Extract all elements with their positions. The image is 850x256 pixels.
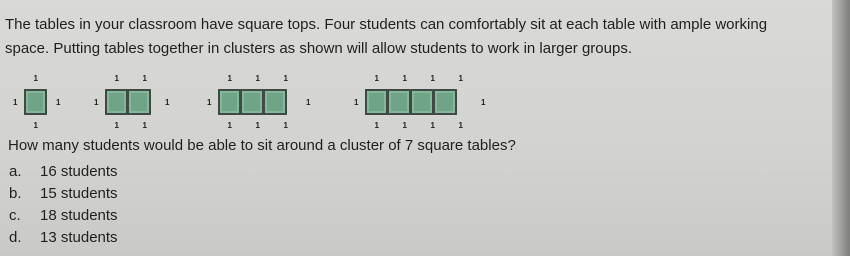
seat-label: 1: [56, 98, 61, 107]
table-clusters-figure: [0, 64, 540, 146]
table-cluster: [105, 89, 151, 115]
seat-label: 1: [114, 121, 119, 130]
option-d[interactable]: [9, 227, 118, 249]
prompt-question: How many students would be able to sit around a cluster of 7 square tables?: [8, 137, 516, 154]
question-line-2: space. Putting tables together in clusters as shown will allow students to work in larger groups.: [5, 40, 632, 57]
option-text: 18 students: [40, 207, 118, 224]
seat-label: 1: [142, 121, 147, 130]
option-a[interactable]: [9, 161, 118, 183]
seat-label: 1: [227, 74, 232, 83]
seat-label: 1: [430, 121, 435, 130]
square-table: [218, 89, 241, 115]
seat-label: 1: [207, 98, 212, 107]
square-table: [365, 89, 388, 115]
seat-label: 1: [227, 121, 232, 130]
table-cluster: [365, 89, 457, 115]
seat-label: 1: [114, 74, 119, 83]
seat-label: 1: [306, 98, 311, 107]
table-cluster: [24, 89, 47, 115]
seat-label: 1: [374, 121, 379, 130]
option-text: 16 students: [40, 163, 118, 180]
square-table: [24, 89, 47, 115]
option-text: 15 students: [40, 185, 118, 202]
seat-label: 1: [458, 74, 463, 83]
seat-label: 1: [481, 98, 486, 107]
page-edge: [832, 0, 850, 256]
option-letter: c.: [9, 207, 21, 224]
seat-label: 1: [165, 98, 170, 107]
seat-label: 1: [374, 74, 379, 83]
option-letter: a.: [9, 163, 22, 180]
seat-label: 1: [255, 74, 260, 83]
answer-options: [9, 161, 118, 249]
option-letter: d.: [9, 229, 22, 246]
square-table: [264, 89, 287, 115]
square-table: [241, 89, 264, 115]
square-table: [388, 89, 411, 115]
seat-label: 1: [33, 74, 38, 83]
square-table: [128, 89, 151, 115]
square-table: [411, 89, 434, 115]
option-letter: b.: [9, 185, 22, 202]
seat-label: 1: [283, 74, 288, 83]
question-text: [5, 13, 825, 61]
square-table: [434, 89, 457, 115]
table-cluster: [218, 89, 287, 115]
question-line-1: The tables in your classroom have square tops. Four students can comfortably sit at each table with ample working: [5, 16, 768, 33]
seat-label: 1: [402, 121, 407, 130]
seat-label: 1: [402, 74, 407, 83]
seat-label: 1: [33, 121, 38, 130]
seat-label: 1: [13, 98, 18, 107]
option-c[interactable]: [9, 205, 118, 227]
option-text: 13 students: [40, 229, 118, 246]
seat-label: 1: [142, 74, 147, 83]
option-b[interactable]: [9, 183, 118, 205]
seat-label: 1: [354, 98, 359, 107]
seat-label: 1: [458, 121, 463, 130]
square-table: [105, 89, 128, 115]
seat-label: 1: [283, 121, 288, 130]
seat-label: 1: [255, 121, 260, 130]
seat-label: 1: [430, 74, 435, 83]
seat-label: 1: [94, 98, 99, 107]
